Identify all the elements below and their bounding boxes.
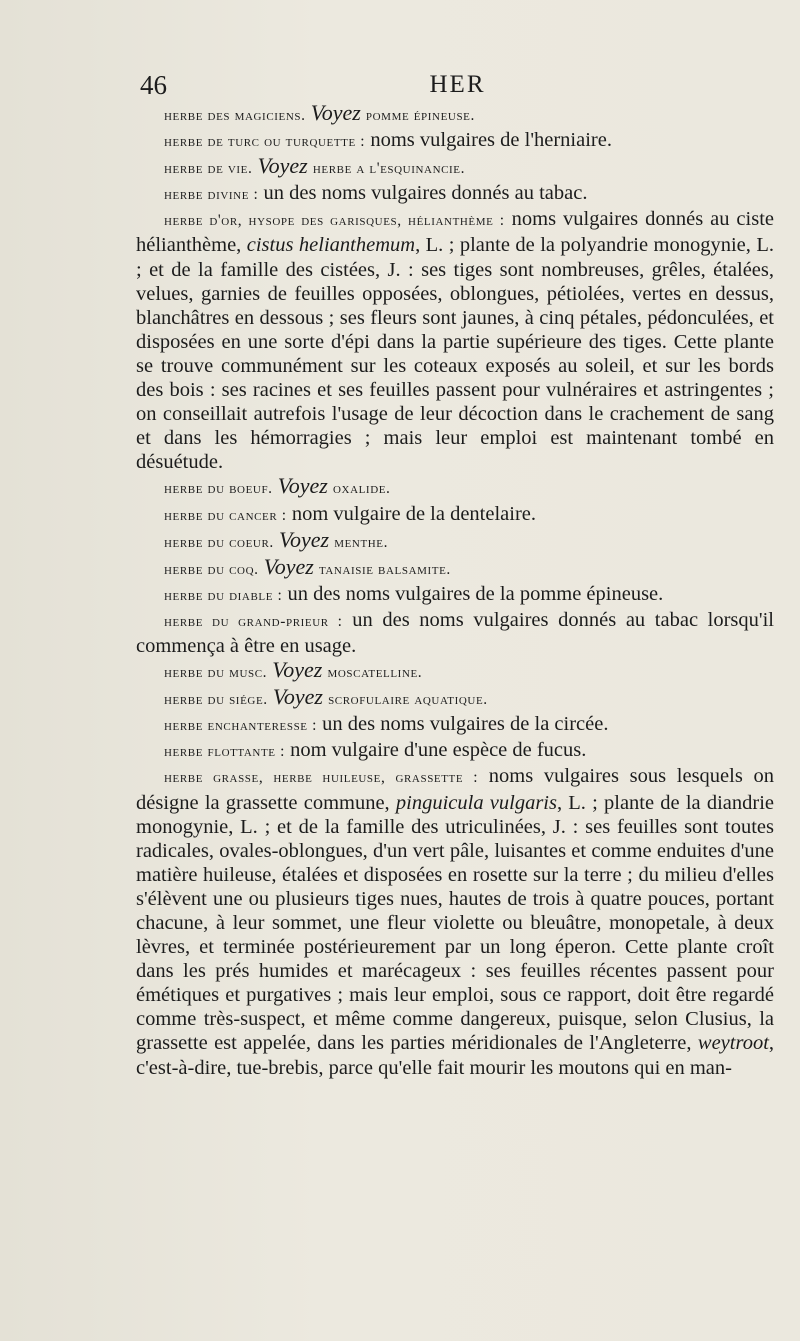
entry-term: herbe d'or, hysope des garisques, hélianthème : xyxy=(164,212,505,230)
entry-herbe-du-grand-prieur xyxy=(136,608,774,658)
entry-definition: un des noms vulgaires donnés au tabac lorsqu'il commença à être en usage. xyxy=(136,608,774,657)
entry-term: herbe grasse, herbe huileuse, grassette : xyxy=(164,769,479,787)
cross-reference: herbe a l'esquinancie. xyxy=(312,160,466,178)
entry-herbe-du-coeur xyxy=(136,528,774,555)
page-number: 46 xyxy=(140,70,167,100)
page-body xyxy=(136,101,774,1080)
entry-definition: noms vulgaires donnés au ciste hélianthème, xyxy=(136,208,774,257)
latin-name: pinguicula vulgaris xyxy=(395,791,557,814)
entry-term: herbe du boeuf. xyxy=(164,480,273,498)
cross-reference: tanaisie balsamite. xyxy=(318,560,451,578)
cross-reference: moscatelline. xyxy=(327,664,423,682)
entry-herbe-du-siege xyxy=(136,685,774,712)
entry-term: herbe du diable : xyxy=(164,586,283,604)
entry-herbe-du-diable xyxy=(136,582,774,608)
entry-herbe-du-cancer xyxy=(136,502,774,528)
entry-term: herbe flottante : xyxy=(164,743,285,761)
voyez-label: Voyez xyxy=(257,153,308,179)
entry-herbe-du-musc xyxy=(136,658,774,685)
latin-name: cistus helianthemum xyxy=(246,234,416,257)
cross-reference: menthe. xyxy=(334,533,389,551)
voyez-label: Voyez xyxy=(310,100,361,125)
entry-term: herbe du grand-prieur : xyxy=(164,612,343,630)
entry-definition: noms vulgaires sous lesquels on désigne la grassette commune, xyxy=(136,765,774,814)
entry-herbe-d-or xyxy=(136,207,774,474)
voyez-label: Voyez xyxy=(277,473,328,499)
entry-definition: un des noms vulgaires donnés au tabac. xyxy=(263,182,588,205)
entry-term: herbe divine : xyxy=(164,186,259,204)
entry-definition: un des noms vulgaires de la pomme épineuse. xyxy=(287,582,664,605)
voyez-label: Voyez xyxy=(278,526,330,552)
entry-term: herbe enchanteresse : xyxy=(164,717,317,735)
entry-term: herbe du coeur. xyxy=(164,533,274,551)
entry-definition-cont: , L. ; plante de la polyandrie monogynie, L. ; et de la famille des cistées, J. : ses tiges sont nombreuses, grêles, étalées, velues, garnies de feuilles opposées, oblongues, pétiolées, vertes en dessus, blanchâtres en dessous ; ses fleurs sont jaunes, à cinq pétales, pédonculées, et disposées en une sorte d'épi dans la partie supérieure des tiges. Cette plante se trouve communément sur les coteaux exposés au soleil, et sur les bords des bois : ses racines et ses feuilles passent pour vulnéraires et astringentes ; on conseillait autrefois l'usage de leur décoction dans le crachement de sang et dans les hémorragies ; mais leur emploi est maintenant tombé en désuétude. xyxy=(136,234,775,474)
entry-herbe-flottante xyxy=(136,738,774,764)
entry-herbe-du-coq xyxy=(136,555,774,582)
entry-term: herbe de vie. xyxy=(164,160,253,178)
entry-herbe-de-turc xyxy=(136,128,774,154)
entry-term: herbe des magiciens. xyxy=(164,107,306,124)
voyez-label: Voyez xyxy=(263,553,314,579)
entry-definition-end: , c'est-à-dire, tue-brebis, parce qu'elle fait mourir les moutons qui en man- xyxy=(136,1032,775,1079)
entry-herbe-des-magiciens xyxy=(136,101,774,128)
entry-herbe-divine xyxy=(136,181,774,207)
entry-definition: un des noms vulgaires de la circée. xyxy=(322,713,609,736)
entry-definition: nom vulgaire d'une espèce de fucus. xyxy=(290,739,587,762)
entry-term: herbe du coq. xyxy=(164,560,259,578)
entry-herbe-du-boeuf xyxy=(136,474,774,501)
running-title: HER xyxy=(429,71,486,98)
voyez-label: Voyez xyxy=(272,657,323,683)
entry-term: herbe du siége. xyxy=(164,691,268,709)
entry-herbe-de-vie xyxy=(136,154,774,181)
entry-definition: noms vulgaires de l'herniaire. xyxy=(370,129,612,152)
english-name: weytroot xyxy=(697,1032,769,1055)
entry-definition-cont: , L. ; plante de la diandrie monogynie, L. ; et de la famille des utriculinées, J. : ses feuilles sont toutes radicales, ovales-oblongues, d'un vert pâle, luisantes et comme enduites d'une matière huileuse, étalées et disposées en rosette sur la terre ; du milieu d'elles s'élèvent une ou plusieurs tiges nues, hautes de trois à quatre pouces, portant chacune, à leur sommet, une fleur violette ou bleuâtre, monopetale, à deux lèvres, et terminée postérieurement par un long éperon. Cette plante croît dans les prés humides et marécageux : ses feuilles récentes passent pour émétiques et purgatives ; mais leur emploi, sous ce rapport, doit être regardé comme très-suspect, et même comme dangereux, puisque, selon Clusius, la grassette est appelée, dans les parties méridionales de l'Angleterre, xyxy=(136,791,774,1055)
cross-reference: oxalide. xyxy=(332,480,391,498)
cross-reference: pomme épineuse. xyxy=(365,107,475,124)
voyez-label: Voyez xyxy=(272,684,323,710)
page-header xyxy=(140,68,775,102)
entry-term: herbe de turc ou turquette : xyxy=(164,133,366,151)
cross-reference: scrofulaire aquatique. xyxy=(328,691,488,709)
entry-herbe-enchanteresse xyxy=(136,712,774,738)
entry-term: herbe du cancer : xyxy=(164,506,287,524)
entry-term: herbe du musc. xyxy=(164,664,268,682)
entry-herbe-grasse xyxy=(136,764,774,1079)
entry-definition: nom vulgaire de la dentelaire. xyxy=(291,502,537,525)
